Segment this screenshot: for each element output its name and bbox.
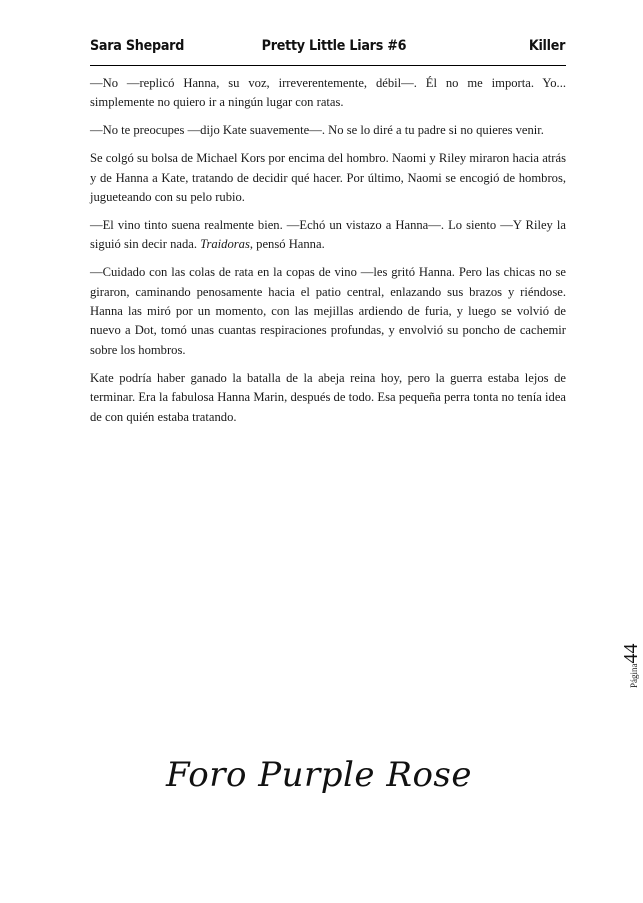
paragraph — [90, 121, 566, 140]
header-author: Sara Shepard — [90, 38, 185, 54]
italic-text: Traidoras — [200, 237, 250, 252]
paragraph-text: , pensó Hanna. — [249, 237, 325, 252]
paragraph-text: Kate podría haber ganado la batalla de la abeja reina hoy, pero la guerra estaba lejos de terminar. Era la fabulosa Hanna Marin, después de todo. Esa pequeña perra tonta no tenía idea de con quién estaba tratando. — [90, 370, 566, 424]
paragraph — [90, 263, 566, 360]
paragraph-text: —El vino tinto suena realmente bien. —Echó un vistazo a Hanna—. Lo siento —Y Riley la siguió sin decir nada. — [90, 217, 566, 252]
paragraph-text: Se colgó su bolsa de Michael Kors por encima del hombro. Naomi y Riley miraron hacia atrás y de Hanna a Kate, tratando de decidir qué hacer. Por último, Naomi se encogió de hombros, jugueteando con su pelo rubio. — [90, 151, 566, 205]
paragraph — [90, 74, 566, 113]
paragraph — [90, 369, 566, 427]
header-right-title: Killer — [528, 38, 566, 54]
paragraph-text: —No —replicó Hanna, su voz, irreverentemente, débil—. Él no me importa. Yo... simplemente no quiero ir a ningún lugar con ratas. — [90, 76, 566, 110]
page-number-label: Página — [629, 663, 639, 688]
header-rule — [90, 65, 566, 66]
body-text — [90, 74, 566, 436]
paragraph — [90, 216, 566, 255]
header-book-title: Pretty Little Liars #6 — [261, 38, 407, 54]
running-header — [90, 38, 566, 60]
paragraph-text: —No te preocupes —dijo Kate suavemente—. No se lo diré a tu padre si no quieres venir. — [90, 123, 544, 138]
page-number — [586, 643, 642, 758]
paragraph-text: —Cuidado con las colas de rata en la copas de vino —les gritó Hanna. Pero las chicas no se giraron, caminando penosamente hacia el patio central, enlazando sus brazos y riéndose. Hanna las miró por un momento, con las mejillas ardiendo de furia, y luego se volvió de nuevo a Dot, tomó unas cuantas respiraciones profundas, y envolvió su poncho de cachemir sobre los hombros. — [90, 265, 566, 357]
paragraph — [90, 149, 566, 207]
footer-forum-name: Foro Purple Rose — [166, 755, 472, 795]
page-number-value: 44 — [620, 643, 642, 664]
